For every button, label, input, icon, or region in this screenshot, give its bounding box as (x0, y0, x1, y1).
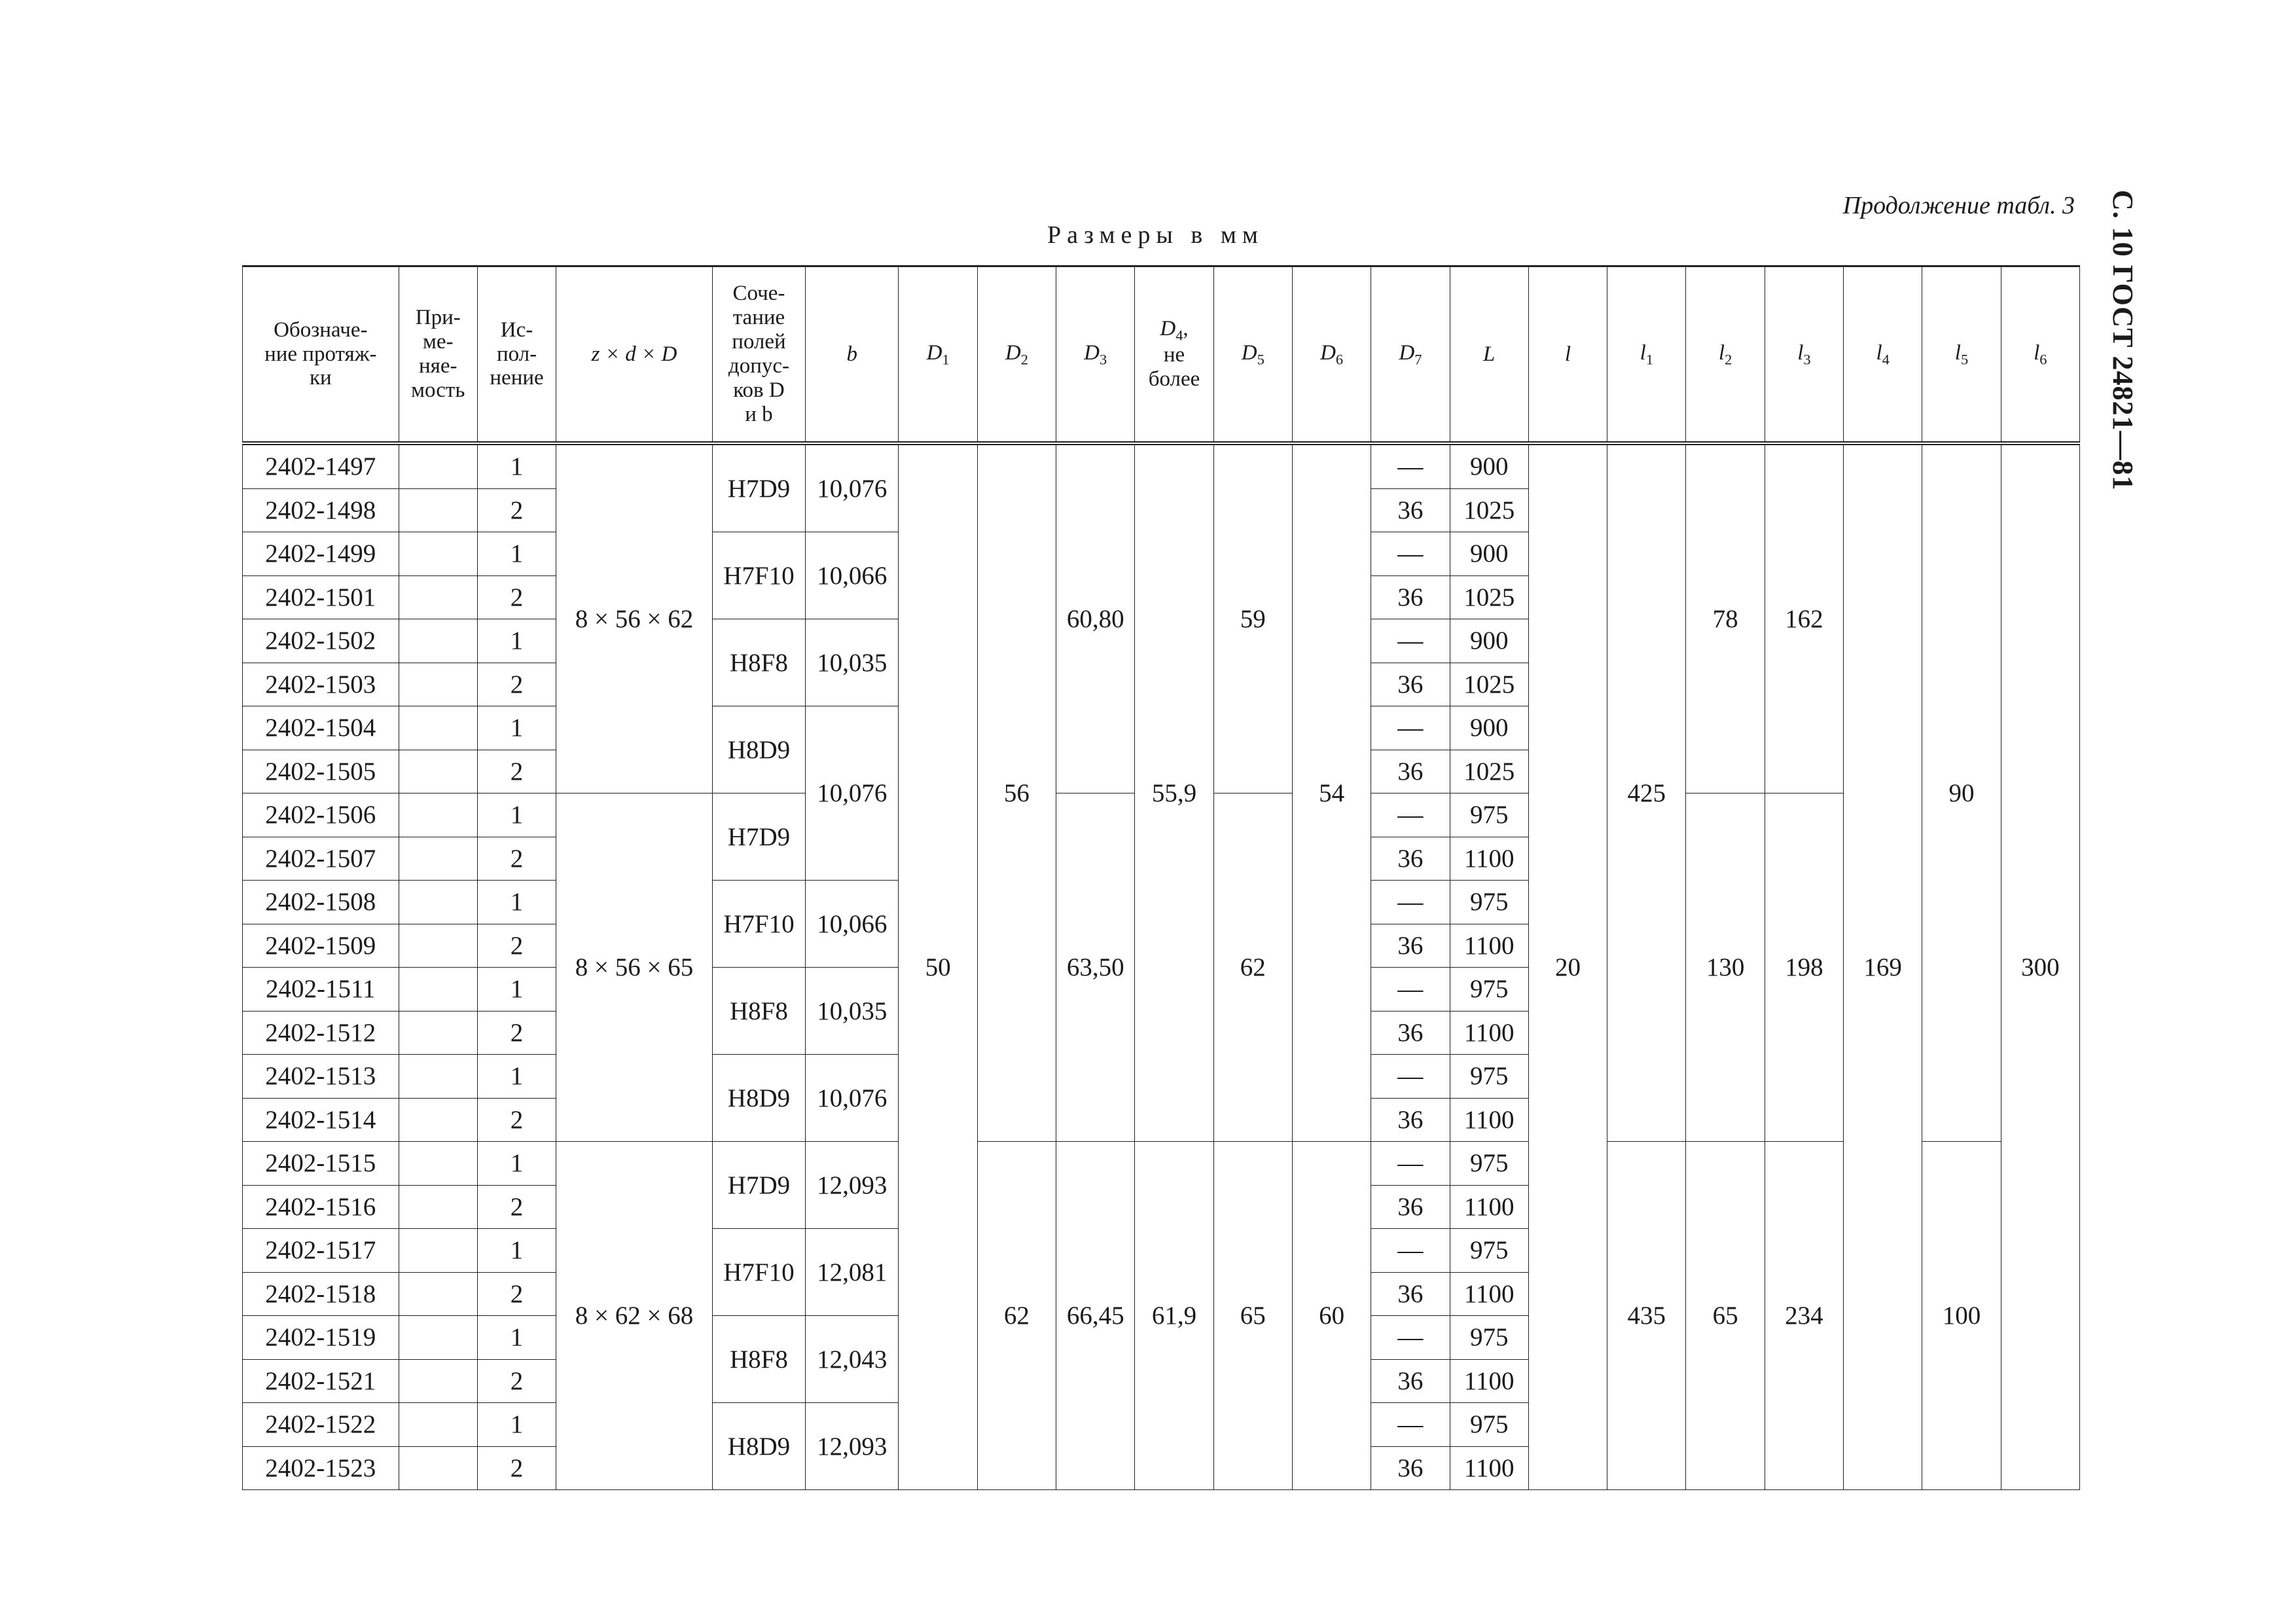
cell-applicability (399, 706, 477, 750)
cell-applicability (399, 575, 477, 619)
header-l4: $l_4$ (1844, 266, 1922, 444)
cell-applicability (399, 881, 477, 924)
cell-designation: 2402-1522 (243, 1403, 399, 1447)
cell-applicability (399, 1142, 477, 1186)
header-d6: $D_6$ (1292, 266, 1371, 444)
cell-version: 2 (477, 575, 556, 619)
table-row (243, 443, 2080, 488)
cell-l: 1100 (1450, 1272, 1528, 1316)
cell-l1: 435 (1607, 1142, 1686, 1490)
header-d7: $D_7$ (1371, 266, 1450, 444)
cell-b: 10,066 (806, 532, 899, 619)
cell-b: 10,076 (806, 706, 899, 881)
header-d1: $D_1$ (899, 266, 977, 444)
cell-l: 1025 (1450, 663, 1528, 706)
cell-applicability (399, 1446, 477, 1490)
cell-b: 10,076 (806, 443, 899, 532)
cell-d7: — (1371, 968, 1450, 1012)
cell-b: 12,093 (806, 1142, 899, 1229)
header-l3: $l_3$ (1765, 266, 1843, 444)
cell-version: 1 (477, 881, 556, 924)
cell-version: 1 (477, 968, 556, 1012)
cell-d3: 60,80 (1056, 443, 1135, 793)
header-applicability: При- ме- няе- мость (399, 266, 477, 444)
header-d2: $D_2$ (977, 266, 1056, 444)
cell-d7: 36 (1371, 1272, 1450, 1316)
cell-d2: 56 (977, 443, 1056, 1142)
cell-designation: 2402-1503 (243, 663, 399, 706)
cell-l3: 162 (1765, 443, 1843, 793)
cell-d4: 61,9 (1135, 1142, 1213, 1490)
cell-d5: 59 (1213, 443, 1292, 793)
cell-version: 1 (477, 1316, 556, 1360)
cell-l: 20 (1528, 443, 1607, 1490)
cell-applicability (399, 619, 477, 663)
cell-designation: 2402-1513 (243, 1055, 399, 1099)
cell-d3: 66,45 (1056, 1142, 1135, 1490)
cell-b: 12,081 (806, 1229, 899, 1316)
cell-tolerance: H7D9 (712, 793, 805, 881)
cell-designation: 2402-1497 (243, 443, 399, 488)
cell-d2: 62 (977, 1142, 1056, 1490)
cell-designation: 2402-1512 (243, 1011, 399, 1055)
broach-dimensions-table (242, 265, 2080, 1490)
cell-l3: 198 (1765, 793, 1843, 1142)
cell-tolerance: H7D9 (712, 443, 805, 532)
cell-version: 2 (477, 1098, 556, 1142)
header-version: Ис- пол- нение (477, 266, 556, 444)
cell-tolerance: H8F8 (712, 1316, 805, 1403)
header-d5: $D_5$ (1213, 266, 1292, 444)
cell-designation: 2402-1518 (243, 1272, 399, 1316)
cell-tolerance: H8F8 (712, 619, 805, 706)
cell-applicability (399, 1316, 477, 1360)
cell-b: 10,076 (806, 1055, 899, 1142)
cell-designation: 2402-1514 (243, 1098, 399, 1142)
cell-d7: — (1371, 1316, 1450, 1360)
cell-applicability (399, 1185, 477, 1229)
cell-d7: 36 (1371, 1446, 1450, 1490)
cell-d7: — (1371, 1142, 1450, 1186)
cell-version: 1 (477, 793, 556, 837)
cell-version: 2 (477, 1185, 556, 1229)
cell-version: 2 (477, 1359, 556, 1403)
cell-designation: 2402-1507 (243, 837, 399, 881)
cell-designation: 2402-1504 (243, 706, 399, 750)
cell-d7: 36 (1371, 1359, 1450, 1403)
cell-d7: — (1371, 619, 1450, 663)
cell-applicability (399, 1272, 477, 1316)
cell-version: 1 (477, 1229, 556, 1273)
cell-d7: 36 (1371, 837, 1450, 881)
cell-l: 1100 (1450, 924, 1528, 968)
cell-version: 1 (477, 706, 556, 750)
cell-version: 2 (477, 750, 556, 793)
cell-l5: 100 (1922, 1142, 2001, 1490)
cell-designation: 2402-1509 (243, 924, 399, 968)
cell-l: 1025 (1450, 575, 1528, 619)
cell-d7: — (1371, 706, 1450, 750)
cell-l: 900 (1450, 619, 1528, 663)
cell-l: 975 (1450, 1316, 1528, 1360)
cell-l: 1025 (1450, 488, 1528, 532)
cell-d7: — (1371, 793, 1450, 837)
cell-l6: 300 (2001, 443, 2079, 1490)
cell-tolerance: H7F10 (712, 1229, 805, 1316)
cell-l: 1025 (1450, 750, 1528, 793)
cell-applicability (399, 1229, 477, 1273)
cell-b: 10,035 (806, 619, 899, 706)
cell-designation: 2402-1523 (243, 1446, 399, 1490)
cell-designation: 2402-1515 (243, 1142, 399, 1186)
cell-l: 1100 (1450, 1446, 1528, 1490)
cell-d7: — (1371, 1403, 1450, 1447)
cell-b: 10,066 (806, 881, 899, 968)
cell-d7: — (1371, 1229, 1450, 1273)
cell-version: 2 (477, 1446, 556, 1490)
cell-zdd: 8 × 56 × 62 (556, 443, 713, 793)
cell-l: 1100 (1450, 837, 1528, 881)
cell-designation: 2402-1498 (243, 488, 399, 532)
cell-d7: 36 (1371, 1011, 1450, 1055)
cell-applicability (399, 968, 477, 1012)
cell-tolerance: H8D9 (712, 1403, 805, 1490)
cell-l2: 130 (1686, 793, 1765, 1142)
cell-l1: 425 (1607, 443, 1686, 1142)
header-l6: $l_6$ (2001, 266, 2079, 444)
cell-designation: 2402-1505 (243, 750, 399, 793)
cell-applicability (399, 1011, 477, 1055)
cell-applicability (399, 1098, 477, 1142)
cell-version: 2 (477, 837, 556, 881)
cell-version: 1 (477, 1142, 556, 1186)
cell-l: 900 (1450, 443, 1528, 488)
cell-applicability (399, 532, 477, 576)
cell-b: 12,043 (806, 1316, 899, 1403)
cell-tolerance: H8F8 (712, 968, 805, 1055)
cell-d7: 36 (1371, 750, 1450, 793)
header-d4: $D_4$, не более (1135, 266, 1213, 444)
cell-d7: — (1371, 881, 1450, 924)
cell-tolerance: H7F10 (712, 532, 805, 619)
cell-d7: 36 (1371, 1185, 1450, 1229)
cell-designation: 2402-1519 (243, 1316, 399, 1360)
cell-version: 1 (477, 619, 556, 663)
cell-designation: 2402-1517 (243, 1229, 399, 1273)
cell-designation: 2402-1499 (243, 532, 399, 576)
cell-designation: 2402-1502 (243, 619, 399, 663)
cell-version: 2 (477, 663, 556, 706)
cell-tolerance: H7D9 (712, 1142, 805, 1229)
cell-applicability (399, 1055, 477, 1099)
cell-b: 10,035 (806, 968, 899, 1055)
cell-l: 975 (1450, 968, 1528, 1012)
cell-version: 1 (477, 443, 556, 488)
cell-l: 975 (1450, 1142, 1528, 1186)
cell-d4: 55,9 (1135, 443, 1213, 1142)
header-tolerance: Соче- тание полей допус- ков D и b (712, 266, 805, 444)
cell-applicability (399, 750, 477, 793)
cell-version: 2 (477, 924, 556, 968)
cell-d7: 36 (1371, 1098, 1450, 1142)
continuation-note: Продолжение табл. 3 (1842, 192, 2075, 219)
cell-designation: 2402-1511 (243, 968, 399, 1012)
cell-applicability (399, 663, 477, 706)
cell-designation: 2402-1508 (243, 881, 399, 924)
cell-l: 900 (1450, 532, 1528, 576)
cell-l4: 169 (1844, 443, 1922, 1490)
cell-l: 975 (1450, 793, 1528, 837)
cell-l: 1100 (1450, 1359, 1528, 1403)
cell-version: 1 (477, 1055, 556, 1099)
cell-version: 2 (477, 1272, 556, 1316)
cell-designation: 2402-1516 (243, 1185, 399, 1229)
page-header-label: С. 10 ГОСТ 24821—81 (2107, 190, 2139, 491)
header-b: b (806, 266, 899, 444)
cell-d1: 50 (899, 443, 977, 1490)
cell-l: 975 (1450, 1055, 1528, 1099)
cell-d7: 36 (1371, 663, 1450, 706)
table-header-row (243, 266, 2080, 444)
cell-tolerance: H8D9 (712, 706, 805, 793)
cell-designation: 2402-1506 (243, 793, 399, 837)
cell-applicability (399, 1403, 477, 1447)
cell-l: 975 (1450, 881, 1528, 924)
header-designation: Обозначе- ние протяж- ки (243, 266, 399, 444)
cell-l: 1100 (1450, 1185, 1528, 1229)
cell-l: 975 (1450, 1403, 1528, 1447)
cell-applicability (399, 924, 477, 968)
table-body (243, 443, 2080, 1490)
header-l5: $l_5$ (1922, 266, 2001, 444)
cell-l: 900 (1450, 706, 1528, 750)
cell-d7: 36 (1371, 924, 1450, 968)
cell-applicability (399, 837, 477, 881)
cell-version: 2 (477, 488, 556, 532)
cell-l: 1100 (1450, 1098, 1528, 1142)
cell-version: 1 (477, 1403, 556, 1447)
units-note: Размеры в мм (1047, 221, 1264, 249)
cell-designation: 2402-1501 (243, 575, 399, 619)
cell-l: 975 (1450, 1229, 1528, 1273)
cell-applicability (399, 488, 477, 532)
cell-d3: 63,50 (1056, 793, 1135, 1142)
cell-designation: 2402-1521 (243, 1359, 399, 1403)
header-zdd: z × d × D (556, 266, 713, 444)
cell-d7: — (1371, 532, 1450, 576)
cell-b: 12,093 (806, 1403, 899, 1490)
cell-applicability (399, 793, 477, 837)
cell-tolerance: H7F10 (712, 881, 805, 968)
cell-zdd: 8 × 62 × 68 (556, 1142, 713, 1490)
cell-l2: 65 (1686, 1142, 1765, 1490)
cell-l: 1100 (1450, 1011, 1528, 1055)
header-l1: $l_1$ (1607, 266, 1686, 444)
cell-version: 1 (477, 532, 556, 576)
cell-d6: 60 (1292, 1142, 1371, 1490)
cell-d7: — (1371, 443, 1450, 488)
cell-l2: 78 (1686, 443, 1765, 793)
cell-zdd: 8 × 56 × 65 (556, 793, 713, 1142)
header-l: L (1450, 266, 1528, 444)
cell-d5: 62 (1213, 793, 1292, 1142)
cell-l5: 90 (1922, 443, 2001, 1142)
header-l2: $l_2$ (1686, 266, 1765, 444)
cell-version: 2 (477, 1011, 556, 1055)
header-l: l (1528, 266, 1607, 444)
cell-l3: 234 (1765, 1142, 1843, 1490)
cell-d7: 36 (1371, 575, 1450, 619)
cell-applicability (399, 1359, 477, 1403)
cell-applicability (399, 443, 477, 488)
cell-tolerance: H8D9 (712, 1055, 805, 1142)
table-row (243, 1142, 2080, 1186)
cell-d7: 36 (1371, 488, 1450, 532)
cell-d7: — (1371, 1055, 1450, 1099)
header-d3: $D_3$ (1056, 266, 1135, 444)
cell-d5: 65 (1213, 1142, 1292, 1490)
cell-d6: 54 (1292, 443, 1371, 1142)
